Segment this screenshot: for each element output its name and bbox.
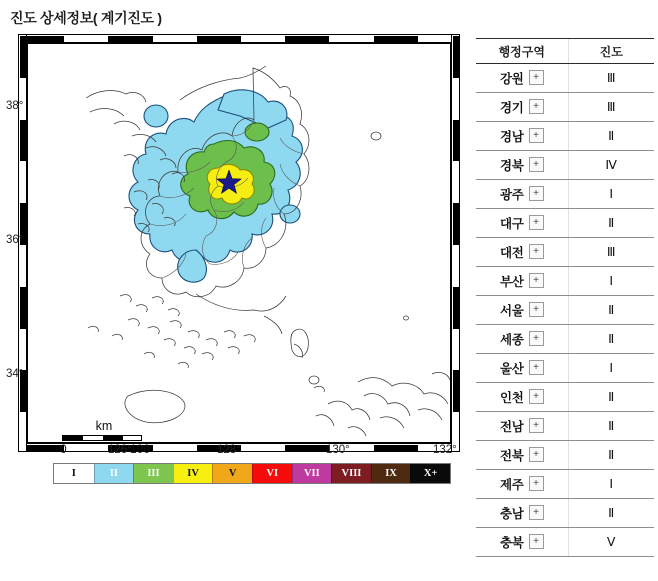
expand-region-button[interactable]: + [529,157,544,172]
intensity-value: Ⅱ [608,332,615,346]
frame-tick [197,36,241,43]
legend-cell-II: II [94,464,134,483]
intensity-cell [568,528,654,557]
region-cell [476,441,568,470]
table-row [476,528,654,557]
table-row [476,267,654,296]
table-row [476,180,654,209]
frame-tick [20,36,27,78]
intensity-value: Ⅰ [609,477,614,491]
region-name-label: 세종 [499,332,524,347]
frame-tick [285,36,329,43]
legend-cell-VII: VII [292,464,332,483]
legend-cell-V: V [212,464,252,483]
intensity-cell [568,296,654,325]
expand-region-button[interactable]: + [529,418,544,433]
legend-cell-IV: IV [173,464,213,483]
region-cell [476,499,568,528]
intensity-value: Ⅱ [608,448,615,462]
legend-cell-I: I [54,464,94,483]
frame-tick [453,36,460,78]
region-cell-content [500,185,544,203]
region-name-label: 광주 [499,187,524,202]
intensity-cell [568,93,654,122]
intensity-cell [568,499,654,528]
region-cell [476,354,568,383]
region-name-label: 울산 [499,361,524,376]
frame-tick [453,203,460,245]
intensity-map-panel [18,34,460,456]
table-row [476,325,654,354]
frame-tick [453,287,460,329]
table-row [476,470,654,499]
region-cell [476,470,568,499]
intensity-cell [568,383,654,412]
expand-region-button[interactable]: + [529,186,544,201]
intensity-value: Ⅲ [606,100,616,114]
header-region: 행정구역 [476,39,568,64]
region-cell [476,122,568,151]
region-name-label: 경기 [499,100,524,115]
table-header-row [476,39,654,64]
region-cell-content [500,272,544,290]
intensity-cell [568,180,654,209]
region-name-label: 서울 [499,303,524,318]
expand-region-button[interactable]: + [529,331,544,346]
lat-label-38: 38° [6,100,24,112]
intensity-value: Ⅱ [608,419,615,433]
expand-region-button[interactable]: + [529,360,544,375]
intensity-value: Ⅱ [608,506,615,520]
intensity-cell [568,470,654,499]
table-row [476,412,654,441]
region-name-label: 대전 [499,245,524,260]
region-name-label: 경북 [499,158,524,173]
region-cell [476,383,568,412]
lon-label-128: 128° [217,444,241,456]
region-cell [476,267,568,296]
intensity-value: Ⅰ [609,361,614,375]
intensity-cell [568,267,654,296]
frame-tick [374,445,418,452]
page-title: 진도 상세정보( 계기진도 ) [10,10,162,26]
table-row [476,93,654,122]
lon-label-130: 130° [326,444,350,456]
intensity-cell [568,151,654,180]
table-row [476,383,654,412]
intensity-value: Ⅰ [609,187,614,201]
frame-tick [285,445,329,452]
region-cell-content [500,69,544,87]
legend-cell-VI: VI [252,464,292,483]
map-canvas[interactable] [27,43,451,443]
expand-region-button[interactable]: + [529,128,544,143]
region-name-label: 경남 [499,129,524,144]
region-cell [476,296,568,325]
table-row [476,151,654,180]
frame-tick [453,120,460,162]
intensity-value: Ⅱ [608,303,615,317]
table-row [476,354,654,383]
intensity-value: Ⅱ [608,390,615,404]
region-name-label: 부산 [499,274,524,289]
intensity-legend [53,463,451,484]
frame-tick [453,370,460,412]
intensity-cell [568,325,654,354]
region-cell-content [500,417,544,435]
table-row [476,122,654,151]
region-name-label: 전남 [499,419,524,434]
intensity-value: Ⅴ [606,535,616,549]
region-cell-content [500,533,544,551]
lat-label-34: 34° [6,368,24,380]
region-cell [476,412,568,441]
region-name-label: 강원 [499,71,524,86]
intensity-value: Ⅱ [608,129,615,143]
lon-label-132: 132° [433,444,457,456]
intensity-cell [568,209,654,238]
region-cell [476,180,568,209]
region-name-label: 충남 [499,506,524,521]
expand-region-button[interactable]: + [529,476,544,491]
map-frame-top [18,34,460,43]
legend-cell-VIII: VIII [331,464,371,483]
region-name-label: 제주 [499,477,524,492]
region-name-label: 대구 [499,216,524,231]
region-cell [476,151,568,180]
table-row [476,441,654,470]
expand-region-button[interactable]: + [529,389,544,404]
expand-region-button[interactable]: + [529,99,544,114]
header-intensity: 진도 [568,39,654,64]
expand-region-button[interactable]: + [529,244,544,259]
expand-region-button[interactable]: + [529,70,544,85]
region-cell-content [500,98,544,116]
table-row [476,64,654,93]
intensity-cell [568,412,654,441]
scale-ruler [62,435,142,441]
region-name-label: 충북 [499,535,524,550]
table-row [476,209,654,238]
expand-region-button[interactable]: + [529,215,544,230]
expand-region-button[interactable]: + [529,302,544,317]
frame-tick [20,120,27,162]
intensity-value: Ⅰ [609,274,614,288]
region-cell [476,238,568,267]
intensity-value: Ⅲ [606,245,616,259]
region-cell-content [500,301,544,319]
region-cell-content [500,243,544,261]
table-row [476,499,654,528]
region-cell [476,325,568,354]
region-cell-content [500,359,544,377]
region-cell [476,93,568,122]
region-cell-content [500,475,544,493]
frame-tick [108,36,152,43]
region-cell-content [500,156,544,174]
intensity-cell [568,238,654,267]
region-cell-content [500,330,544,348]
map-frame-right [451,34,460,452]
lat-label-36: 36° [6,234,24,246]
region-cell [476,209,568,238]
region-cell-content [500,446,544,464]
region-cell-content [500,504,544,522]
table-row [476,238,654,267]
lon-label-126: 126° [108,444,132,456]
legend-cell-Xplus: X+ [410,464,450,483]
region-cell-content [500,388,544,406]
region-cell-content [500,127,544,145]
region-intensity-table [476,38,654,557]
region-name-label: 인천 [499,390,524,405]
legend-cell-III: III [133,464,173,483]
region-cell [476,528,568,557]
legend-cell-IX: IX [371,464,411,483]
scale-end-label: 100 [130,442,151,456]
expand-region-button[interactable]: + [529,505,544,520]
table-row [476,296,654,325]
scale-unit-label: km [95,419,113,433]
frame-tick [374,36,418,43]
intensity-cell [568,122,654,151]
intensity-cell [568,64,654,93]
intensity-value: Ⅱ [608,216,615,230]
intensity-cell [568,441,654,470]
intensity-value: Ⅲ [606,71,616,85]
region-cell-content [500,214,544,232]
scale-start-label: 0 [60,442,67,456]
expand-region-button[interactable]: + [529,447,544,462]
expand-region-button[interactable]: + [529,273,544,288]
intensity-value: Ⅳ [605,158,618,172]
region-cell [476,64,568,93]
frame-tick [20,287,27,329]
expand-region-button[interactable]: + [529,534,544,549]
intensity-cell [568,354,654,383]
region-name-label: 전북 [499,448,524,463]
